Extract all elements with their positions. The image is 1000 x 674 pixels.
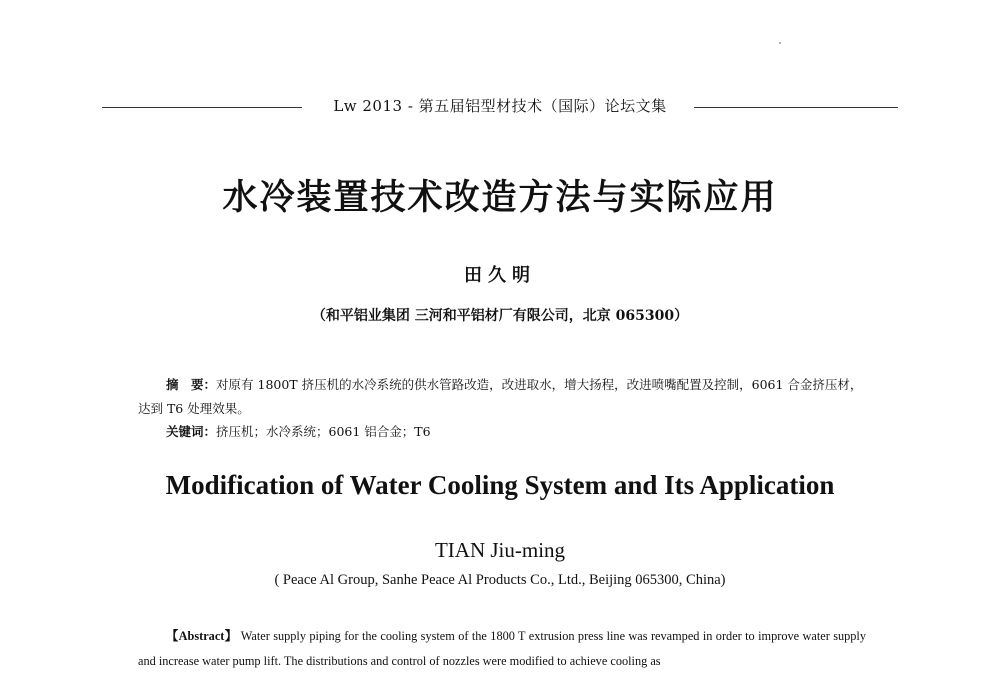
running-header [0, 95, 1000, 116]
chinese-abstract-label: 摘 要： [166, 377, 217, 392]
chinese-keywords-label: 关键词： [166, 424, 217, 439]
chinese-abstract-text: 对原有 1800T 挤压机的水冷系统的供水管路改造，改进取水，增大扬程，改进喷嘴配置及控制，6061 合金挤压材，达到 T6 处理效果。 [138, 377, 863, 416]
english-abstract-label: 【Abstract】 [166, 629, 238, 643]
chinese-keywords [166, 422, 866, 440]
english-abstract-text: Water supply piping for the cooling system of the 1800 T extrusion press line was revamped in order to improve water supply and increase water pump lift. The distributions and control of nozzles were modified to achieve cooling as [138, 629, 866, 668]
chinese-keywords-text: 挤压机；水冷系统；6061 铝合金；T6 [216, 424, 431, 439]
english-abstract [138, 624, 866, 674]
english-author: TIAN Jiu-ming [434, 538, 566, 562]
running-header-text: Lw 2013 - 第五届铝型材技术（国际）论坛文集 [323, 97, 676, 115]
chinese-abstract [138, 373, 868, 421]
english-title: Modification of Water Cooling System and Its Application [165, 470, 835, 500]
chinese-title: 水冷装置技术改造方法与实际应用 [222, 177, 778, 218]
chinese-author: 田久明 [464, 265, 536, 286]
chinese-affiliation: （和平铝业集团 三河和平铝材厂有限公司，北京 065300） [311, 308, 689, 324]
english-affiliation: ( Peace Al Group, Sanhe Peace Al Products Co., Ltd., Beijing 065300, China) [274, 572, 726, 588]
scan-speck [779, 42, 781, 44]
